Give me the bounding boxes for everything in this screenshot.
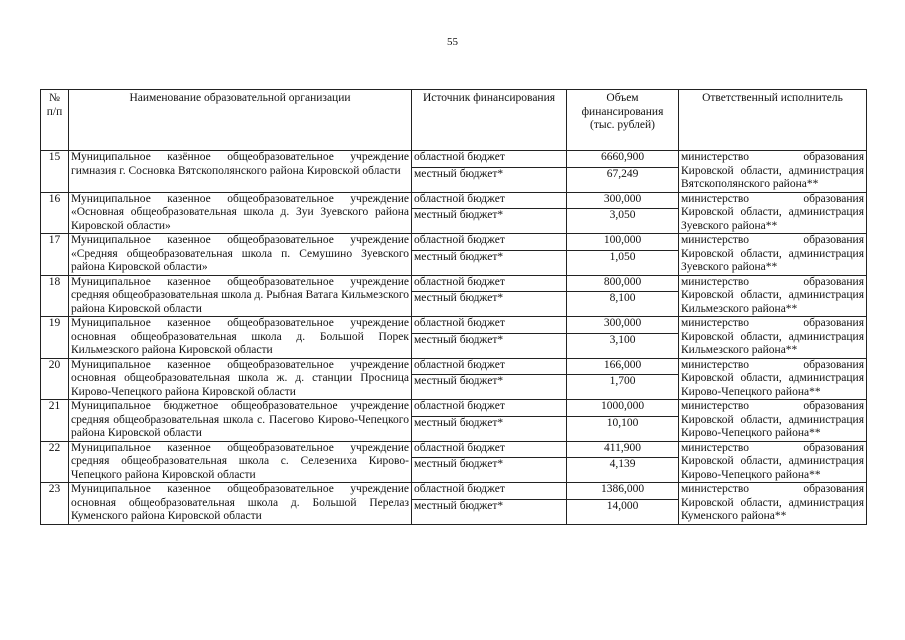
source-regional: областной бюджет [412,358,567,375]
row-number: 22 [41,441,69,483]
table-row [41,275,867,292]
table-row [41,151,867,168]
table-row [41,400,867,417]
table-row [41,192,867,209]
responsible-executor: министерство образования Кировской области, администрация Кирово-Чепецкого района** [679,441,867,483]
amount-regional: 166,000 [567,358,679,375]
amount-regional: 411,900 [567,441,679,458]
row-number: 19 [41,317,69,359]
source-regional: областной бюджет [412,192,567,209]
amount-local: 1,050 [567,250,679,275]
source-regional: областной бюджет [412,441,567,458]
responsible-executor: министерство образования Кировской области, администрация Кильмезского района** [679,275,867,317]
responsible-executor: министерство образования Кировской области, администрация Куменского района** [679,483,867,525]
amount-local: 3,050 [567,209,679,234]
row-number: 18 [41,275,69,317]
organization-name: Муниципальное казенное общеобразовательное учреждение средняя общеобразовательная школа д. Рыбная Ватага Кильмезского района Кировской области [69,275,412,317]
table-row [41,483,867,500]
organization-name: Муниципальное казенное общеобразовательное учреждение «Средняя общеобразовательная школа п. Семушино Зуевского района Кировской области» [69,234,412,276]
responsible-executor: министерство образования Кировской области, администрация Вятскополянского района** [679,151,867,193]
source-regional: областной бюджет [412,151,567,168]
organization-name: Муниципальное казенное общеобразовательное учреждение средняя общеобразовательная школа с. Селезениха Кирово-Чепецкого района Кировской области [69,441,412,483]
header-volume: Объем финансирования (тыс. рублей) [567,90,679,151]
responsible-executor: министерство образования Кировской области, администрация Зуевского района** [679,192,867,234]
source-local: местный бюджет* [412,250,567,275]
source-local: местный бюджет* [412,209,567,234]
responsible-executor: министерство образования Кировской области, администрация Кирово-Чепецкого района** [679,358,867,400]
amount-regional: 300,000 [567,317,679,334]
source-regional: областной бюджет [412,234,567,251]
amount-local: 10,100 [567,416,679,441]
amount-regional: 1386,000 [567,483,679,500]
amount-local: 67,249 [567,167,679,192]
source-regional: областной бюджет [412,400,567,417]
source-local: местный бюджет* [412,167,567,192]
row-number: 20 [41,358,69,400]
table-row [41,441,867,458]
organization-name: Муниципальное казенное общеобразовательное учреждение «Основная общеобразовательная школа д. Зуи Зуевского района Кировской области» [69,192,412,234]
organization-name: Муниципальное бюджетное общеобразовательное учреждение средняя общеобразовательная школа с. Пасегово Кирово-Чепецкого района Кировской области [69,400,412,442]
header-num: № п/п [41,90,69,151]
table-row [41,317,867,334]
table-row [41,358,867,375]
row-number: 23 [41,483,69,525]
source-regional: областной бюджет [412,275,567,292]
responsible-executor: министерство образования Кировской области, администрация Кильмезского района** [679,317,867,359]
table-row [41,234,867,251]
source-local: местный бюджет* [412,458,567,483]
source-local: местный бюджет* [412,375,567,400]
page-number: 55 [447,36,458,48]
source-regional: областной бюджет [412,317,567,334]
source-local: местный бюджет* [412,416,567,441]
amount-regional: 300,000 [567,192,679,209]
row-number: 16 [41,192,69,234]
funding-table [40,89,867,525]
table-body [41,151,867,525]
row-number: 17 [41,234,69,276]
amount-local: 14,000 [567,499,679,524]
amount-regional: 100,000 [567,234,679,251]
header-organization: Наименование образовательной организации [69,90,412,151]
organization-name: Муниципальное казенное общеобразовательное учреждение основная общеобразовательная школа ж. д. станции Просница Кирово-Чепецкого района Кировской области [69,358,412,400]
amount-local: 1,700 [567,375,679,400]
source-local: местный бюджет* [412,333,567,358]
responsible-executor: министерство образования Кировской области, администрация Зуевского района** [679,234,867,276]
organization-name: Муниципальное казённое общеобразовательное учреждение гимназия г. Сосновка Вятскополянского района Кировской области [69,151,412,193]
amount-regional: 800,000 [567,275,679,292]
row-number: 15 [41,151,69,193]
amount-local: 8,100 [567,292,679,317]
header-responsible: Ответственный исполнитель [679,90,867,151]
amount-regional: 6660,900 [567,151,679,168]
source-local: местный бюджет* [412,292,567,317]
amount-regional: 1000,000 [567,400,679,417]
organization-name: Муниципальное казенное общеобразовательное учреждение основная общеобразовательная школа д. Большой Перелаз Куменского района Кировской области [69,483,412,525]
row-number: 21 [41,400,69,442]
source-local: местный бюджет* [412,499,567,524]
responsible-executor: министерство образования Кировской области, администрация Кирово-Чепецкого района** [679,400,867,442]
amount-local: 3,100 [567,333,679,358]
amount-local: 4,139 [567,458,679,483]
header-source: Источник финансирования [412,90,567,151]
table-header-row [41,90,867,151]
source-regional: областной бюджет [412,483,567,500]
organization-name: Муниципальное казенное общеобразовательное учреждение основная общеобразовательная школа д. Большой Порек Кильмезского района Кировской области [69,317,412,359]
